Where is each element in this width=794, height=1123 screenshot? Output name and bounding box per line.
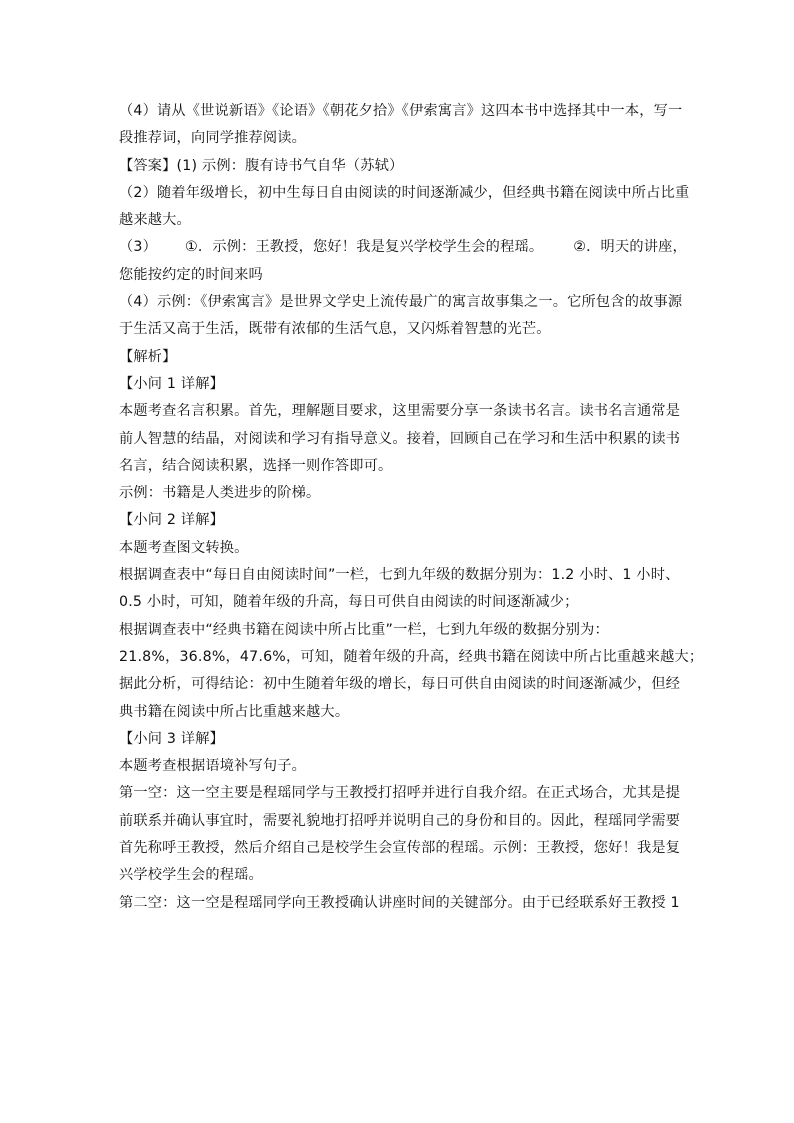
text-line: 0.5 小时，可知，随着年级的升高，每日可供自由阅读的时间逐渐减少； [119,594,579,611]
text-line: 典书籍在阅读中所占比重越来越大。 [119,703,350,720]
answer-heading-line: 【答案】(1) 示例：腹有诗书气自华（苏轼） [119,157,404,174]
text-line: 您能按约定的时间来吗 [119,266,263,283]
text-line: 兴学校学生会的程瑶。 [119,867,263,884]
text-line: 名言，结合阅读积累，选择一则作答即可。 [119,457,393,474]
text-line: 前人智慧的结晶，对阅读和学习有指导意义。接着，回顾自己在学习和生活中积累的读书 [119,430,681,447]
subquestion-1-heading: 【小问 1 详解】 [119,375,224,392]
text-line: 首先称呼王教授，然后介绍自己是校学生会宣传部的程瑶。示例：王教授，您好！我是复 [119,840,681,857]
analysis-heading: 【解析】 [119,348,177,365]
text-line: 本题考查根据语境补写句子。 [119,758,307,775]
text-line: 据此分析，可得结论：初中生随着年级的增长，每日可供自由阅读的时间逐渐减少，但经 [119,676,681,693]
text-line: 本题考查图文转换。 [119,539,249,556]
text-line: 本题考查名言积累。首先，理解题目要求，这里需要分享一条读书名言。读书名言通常是 [119,403,681,420]
text-line: 第二空：这一空是程瑶同学向王教授确认讲座时间的关键部分。由于已经联系好王教授 1 [119,894,680,911]
document-body [119,98,704,917]
text-line: 第一空：这一空主要是程瑶同学与王教授打招呼并进行自我介绍。在正式场合，尤其是提 [119,785,681,802]
text-line: （2）随着年级增长，初中生每日自由阅读的时间逐渐减少，但经典书籍在阅读中所占比重 [119,184,690,201]
text-line: 段推荐词，向同学推荐阅读。 [119,130,307,147]
answer-3-blank-1: ①．示例：王教授，您好！我是复兴学校学生会的程瑶。 [185,239,544,256]
subquestion-2-heading: 【小问 2 详解】 [119,512,224,529]
text-line: 前联系并确认事宜时，需要礼貌地打招呼并说明自己的身份和目的。因此，程瑶同学需要 [119,812,681,829]
text-line: 示例：书籍是人类进步的阶梯。 [119,485,321,502]
subquestion-3-heading: 【小问 3 详解】 [119,730,224,747]
answer-3-line [119,234,687,261]
text-line: 根据调查表中“经典书籍在阅读中所占比重”一栏，七到九年级的数据分别为： [119,621,609,638]
text-line: 于生活又高于生活，既带有浓郁的生活气息，又闪烁着智慧的光芒。 [119,321,551,338]
text-line: 根据调查表中“每日自由阅读时间”一栏，七到九年级的数据分别为：1.2 小时、1 小时、 [119,567,680,584]
text-line: （4）请从《世说新语》《论语》《朝花夕拾》《伊索寓言》这四本书中选择其中一本，写一 [119,103,683,119]
answer-3-blank-2: ②．明天的讲座， [573,239,687,256]
text-line: （4）示例：《伊索寓言》是世界文学史上流传最广的寓言故事集之一。它所包含的故事源 [119,294,683,311]
text-line: 21.8%，36.8%，47.6%，可知，随着年级的升高，经典书籍在阅读中所占比重越来越大； [119,648,704,665]
answer-3-number: （3） [119,239,158,256]
text-line: 越来越大。 [119,212,191,229]
